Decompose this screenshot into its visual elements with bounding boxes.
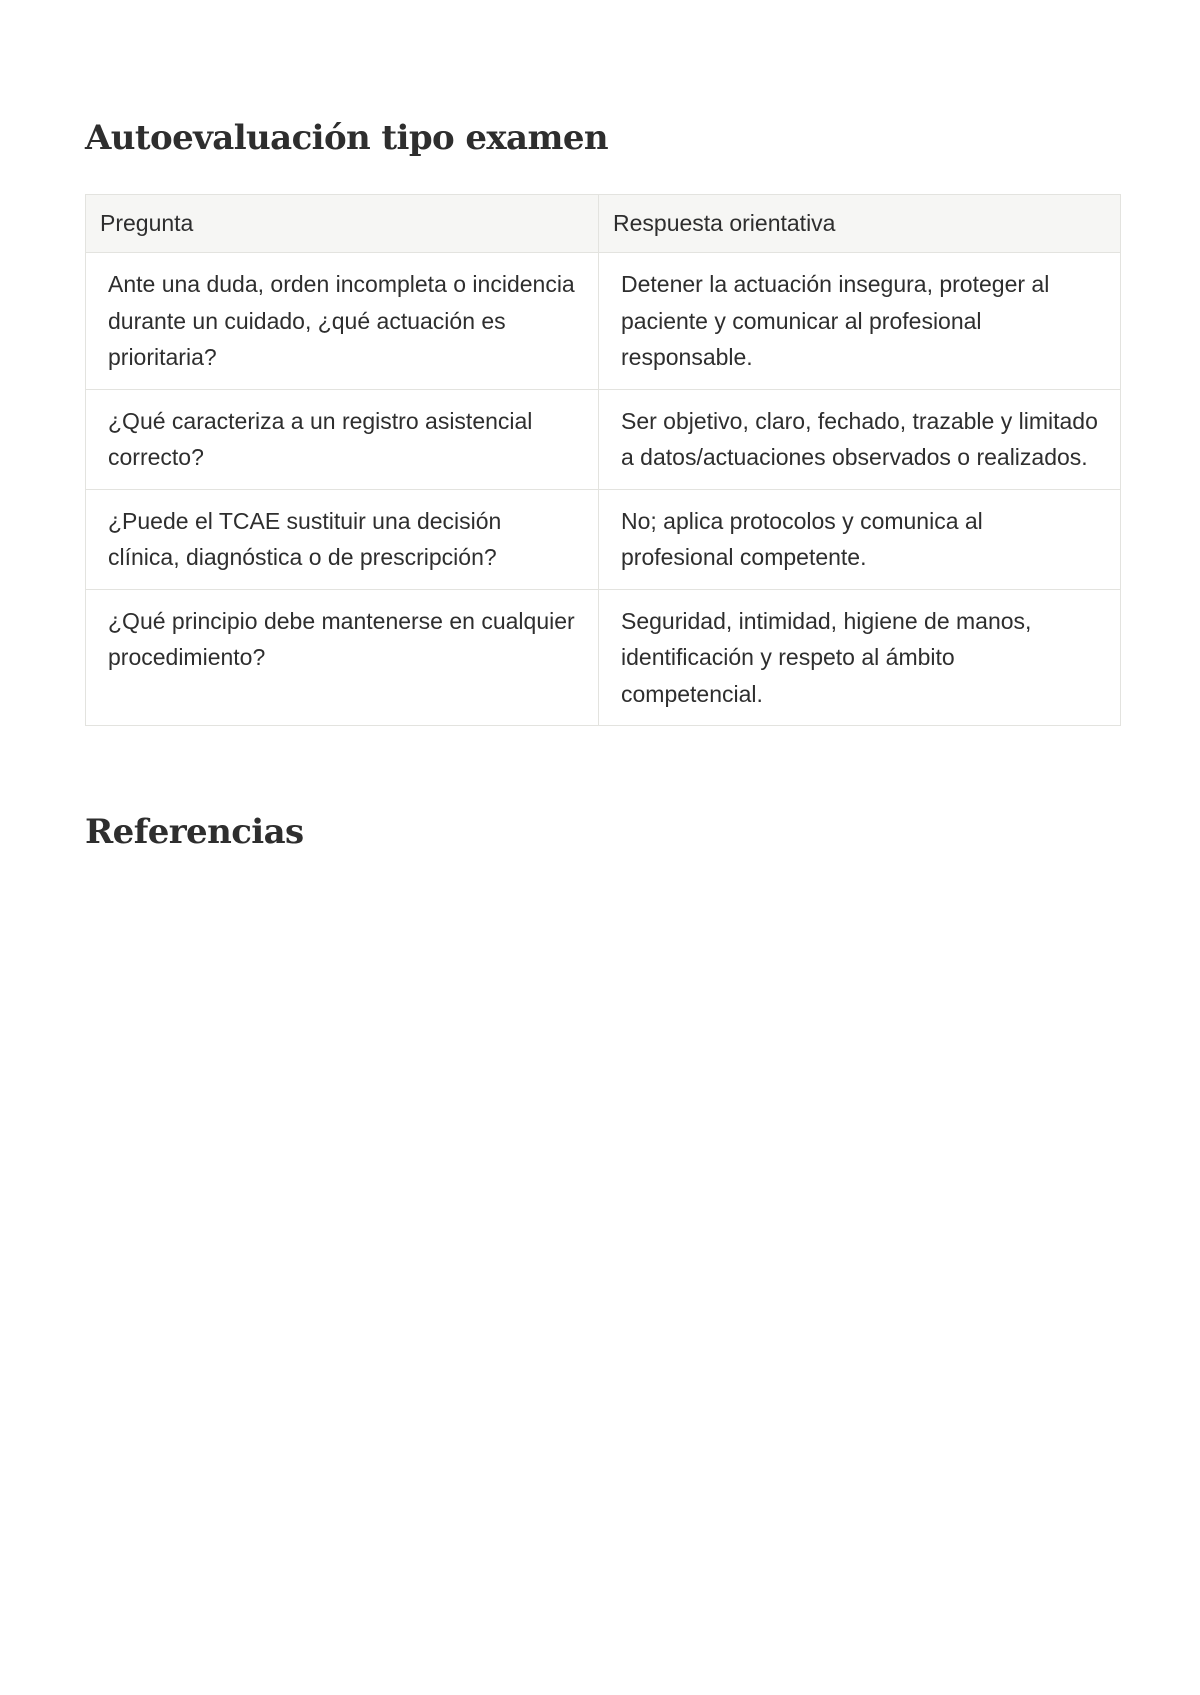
table-row — [86, 489, 1121, 589]
question-cell: ¿Qué caracteriza a un registro asistencial correcto? — [86, 389, 599, 489]
column-header-answer: Respuesta orientativa — [599, 195, 1121, 253]
answer-cell: Detener la actuación insegura, proteger al paciente y comunicar al profesional responsable. — [599, 253, 1121, 390]
table-row — [86, 589, 1121, 726]
table-row — [86, 253, 1121, 390]
column-header-question: Pregunta — [86, 195, 599, 253]
table-row — [86, 389, 1121, 489]
answer-cell: No; aplica protocolos y comunica al profesional competente. — [599, 489, 1121, 589]
answer-cell: Ser objetivo, claro, fechado, trazable y limitado a datos/actuaciones observados o realizados. — [599, 389, 1121, 489]
answer-cell: Seguridad, intimidad, higiene de manos, identificación y respeto al ámbito competencial. — [599, 589, 1121, 726]
section-title-references: Referencias — [85, 812, 304, 852]
table-header-row — [86, 195, 1121, 253]
qa-table — [85, 194, 1121, 726]
question-cell: ¿Puede el TCAE sustituir una decisión clínica, diagnóstica o de prescripción? — [86, 489, 599, 589]
question-cell: ¿Qué principio debe mantenerse en cualquier procedimiento? — [86, 589, 599, 726]
section-title-self-assessment: Autoevaluación tipo examen — [85, 118, 608, 158]
question-cell: Ante una duda, orden incompleta o incidencia durante un cuidado, ¿qué actuación es prioritaria? — [86, 253, 599, 390]
